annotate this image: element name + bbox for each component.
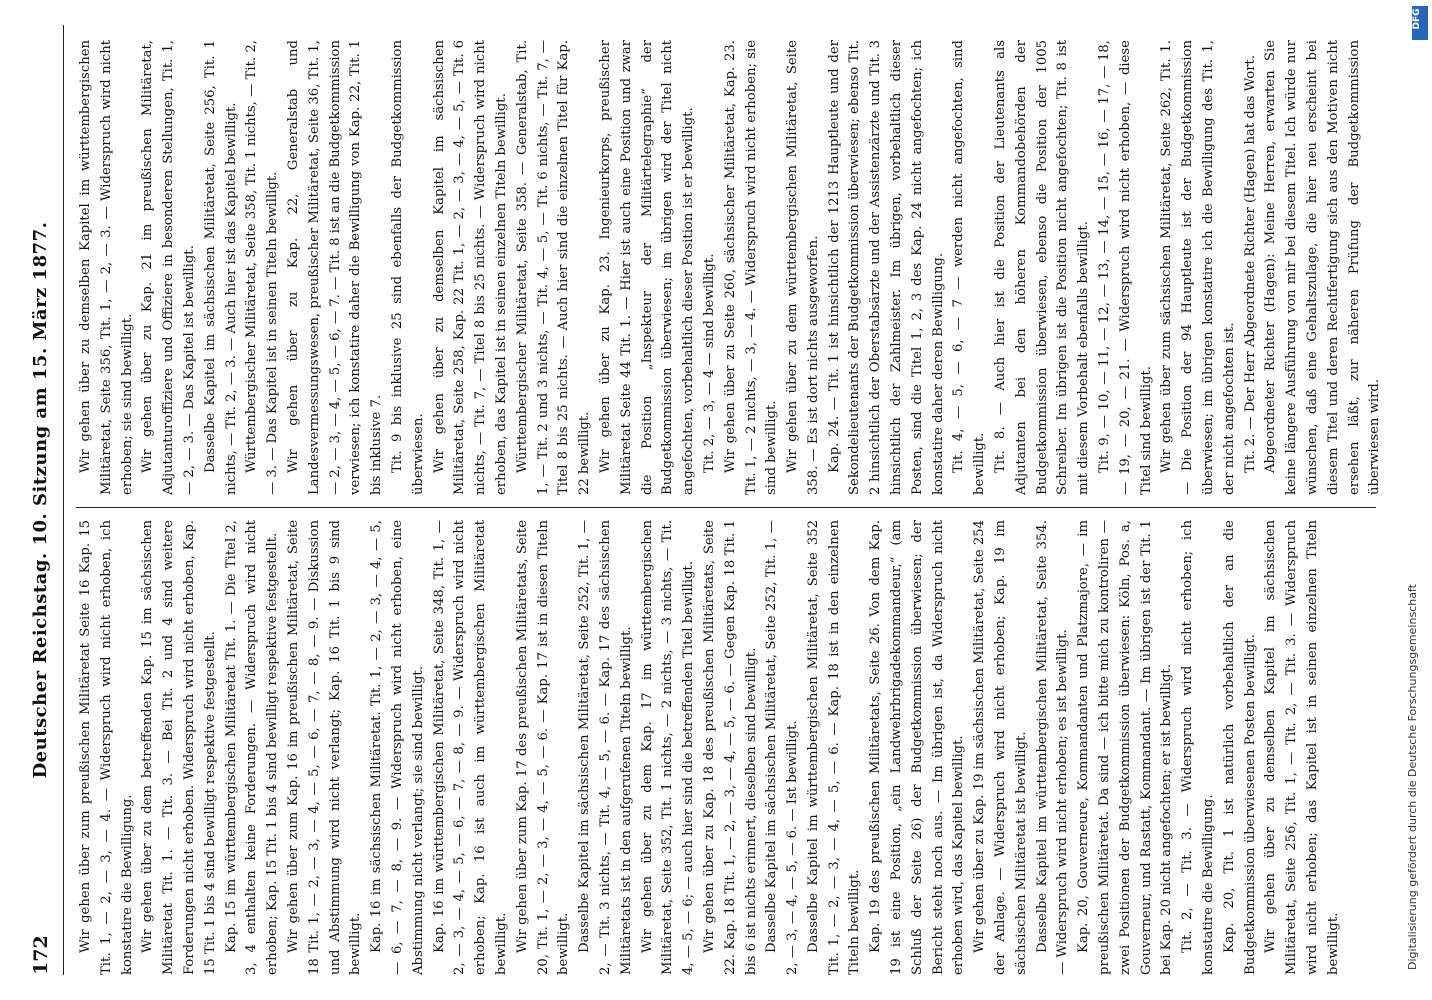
paragraph: Abgeordneter Richter (Hagen): Meine Herren, erwarten Sie keine längere Ausführung von mir bei diesem Titel. Ich würde nur wünschen, daß eine Gehaltszulage, die hier neu erscheint bei diesem Titel und deren Rechtfertigung sich aus den Motiven nicht ersehen läßt, zur näheren Prüfung der Budgetkommission überwiesen wird.	[1263, 40, 1383, 495]
paragraph: Tit. 8. — Auch hier ist die Position der Lieutenants als Adjutanten bei den höheren Kommandobehörden der Budgetkommission überwiesen, ebenso die Position der 1005 Schreiber. Im übrigen ist die Position nicht angefochten; Tit. 8 ist mit diesem Vorbehalt ebenfalls bewilligt.	[993, 40, 1092, 495]
paragraph: Wir gehen über zu Kap. 19 im sächsischen Militäretat, Seite 254 der Anlage. — Widerspruch wird nicht erhoben; Kap. 19 im sächsischen Militäretat ist bewilligt.	[972, 520, 1029, 975]
dfg-attribution-text: Digitalisierung gefördert durch die Deutsche Forschungsgemeinschaft	[1406, 584, 1419, 970]
paragraph: Württembergischer Militäretat, Seite 358. — Generalstab, Tit. 1, — Tit. 2 und 3 nichts, — Tit. 4, — 5, — Tit. 6 nichts, — Tit. 7, — Titel 8 bis 25 nichts. — Auch hier sind die einzelnen Titel für Kap. 22 bewilligt.	[514, 40, 593, 495]
paragraph: Tit. 9 bis inklusive 25 sind ebenfalls der Budgetkommission überwiesen.	[389, 40, 426, 495]
paragraph: Dasselbe Kapitel im württembergischen Militäretat, Seite 354. — Widerspruch wird nicht erhoben; es ist bewilligt.	[1034, 520, 1071, 975]
paragraph: Kap. 15 im württembergischen Militäretat Tit. 1. — Die Titel 2, 3, 4 enthalten keine Forderungen. — Widerspruch wird nicht erhoben; Kap. 15 Tit. 1 bis 4 sind bewilligt respektive festgestellt.	[223, 520, 281, 975]
paragraph: Dasselbe Kapitel im sächsischen Militäretat, Seite 256, Tit. 1 nichts, — Tit. 2, — 3. — Auch hier ist das Kapitel bewilligt.	[202, 40, 239, 495]
paragraph: Wir gehen über zu Kap. 18 des preußischen Militäretats, Seite 22. Kap. 18 Tit. 1, — 2, — 3, — 4, — 5, — 6. — Gegen Kap. 18 Tit. 1 bis 6 ist nichts erinnert, dieselben sind bewilligt.	[701, 520, 759, 975]
paragraph: Wir gehen über zu dem betreffenden Kap. 15 im sächsischen Militäretat Tit. 1. — Tit. 3. — Bei Tit. 2 und 4 sind weitere Forderungen nicht erhoben. Widerspruch wird nicht erhoben, Kap. 15 Tit. 1 bis 4 sind bewilligt respektive festgestellt.	[140, 520, 218, 975]
paragraph: Dasselbe Kapitel im sächsischen Militäretat, Seite 252, Tit. 1, — 2, — 3, — 4, — 5, — 6. — Ist bewilligt.	[764, 520, 801, 975]
running-title: Deutscher Reichstag. 10. Sitzung am 15. März 1877.	[30, 221, 51, 779]
paragraph: Kap. 24. — Tit. 1 ist hinsichtlich der 1213 Hauptleute und der Sekondelieutenants der Budgetkommission überwiesen; ebenso Tit. 2 hinsichtlich der Oberstabsärzte und der Assistenzärzte und Tit. 3 hinsichtlich der Zahlmeister. Im übrigen, vorbehaltlich dieser Posten, sind die Titel 1, 2, 3 des Kap. 24 nicht angefochten; ich konstatire daher deren Bewilligung.	[826, 40, 946, 495]
paragraph: Dasselbe Kapitel im württembergischen Militäretat, Seite 352 Tit. 1, — 2, — 3, — 4, — 5, — 6. — Kap. 18 ist in den einzelnen Titeln bewilligt.	[805, 520, 863, 975]
right-column	[76, 40, 1386, 495]
paragraph: Tit. 9, — 10, — 11, — 12, — 13, — 14, — 15, — 16, — 17, — 18, — 19, — 20, — 21. — Widerspruch wird nicht erhoben, — diese Titel sind bewilligt.	[1097, 40, 1154, 495]
page-header	[30, 25, 70, 975]
paragraph: Dasselbe Kapitel im sächsischen Militäretat, Seite 252, Tit. 1, — 2, — Tit. 3 nichts, — Tit. 4, — 5, — 6. — Kap. 17 des sächsischen Militäretats ist in den aufgerufenen Titeln bewilligt.	[577, 520, 634, 975]
paragraph: Wir gehen über zum Kap. 17 des preußischen Militäretats, Seite 20, Tit. 1, — 2, — 3, — 4, — 5, — 6. — Kap. 17 ist in diesen Titeln bewilligt.	[514, 520, 572, 975]
paragraph: Wir gehen über zu Kap. 22, Generalstab und Landesvermessungswesen, preußischer Militäretat, Seite 36, Tit. 1, — 2, — 3, — 4, — 5, — 6, — 7. — Tit. 8 ist an die Budgetkommission verwiesen; ich konstatire daher die Bewilligung von Kap. 22, Tit. 1 bis inklusive 7.	[285, 40, 385, 495]
header-rule	[63, 25, 64, 975]
paragraph: Kap. 16 im württembergischen Militäretat, Seite 348, Tit. 1, — 2, — 3, — 4, — 5, — 6, — 7, — 8, — 9. — Widerspruch wird nicht erhoben; Kap. 16 ist auch im württembergischen Militäretat bewilligt.	[431, 520, 509, 975]
paragraph: Wir gehen über zum Kap. 16 im preußischen Militäretat, Seite 18 Tit. 1, — 2, — 3, — 4, — 5, — 6, — 7, — 8, — 9. — Diskussion und Abstimmung wird nicht verlangt; Kap. 16 Tit. 1 bis 9 sind bewilligt.	[285, 520, 364, 975]
paragraph: Wir gehen über zum sächsischen Militäretat, Seite 262, Tit. 1. — Die Position der 94 Hauptleute ist der Budgetkommission überwiesen; im übrigen konstatire ich die Bewilligung des Tit. 1, der nicht angefochten ist.	[1159, 40, 1237, 495]
paragraph: Tit. 2, — 3, — 4 — sind bewilligt.	[701, 253, 717, 473]
paragraph: Wir gehen über zum preußischen Militäretat Seite 16 Kap. 15 Tit. 1, — 2, — 3, — 4. — Widerspruch wird nicht erhoben, ich konstatire die Bewilligung.	[78, 520, 135, 975]
paragraph: Wir gehen über zu dem Kap. 17 im württembergischen Militäretat, Seite 352, Tit. 1 nichts, — 2 nichts, — 3 nichts, — Tit. 4, — 5, — 6; — auch hier sind die betreffenden Titel bewilligt.	[639, 520, 697, 975]
paragraph: Württembergischer Militäretat, Seite 358, Tit. 1 nichts, — Tit. 2, — 3. — Das Kapitel ist in seinen Titeln bewilligt.	[244, 40, 281, 495]
page-number: 172	[30, 935, 52, 975]
paragraph: Kap. 19 des preußischen Militäretats, Seite 26. Von dem Kap. 19 ist eine Position, „ein Landwehrbrigadekommandeur,“ (am Schluß der Seite 26) der Budgetkommission überwiesen; der Bericht steht noch aus. — Im übrigen ist, da Widerspruch nicht erhoben wird, das Kapitel bewilligt.	[868, 520, 967, 975]
paragraph: Wir gehen über zu dem württembergischen Militäretat, Seite 358. — Es ist dort nichts ausgeworfen.	[785, 40, 821, 495]
paragraph: Wir gehen über zu demselben Kapitel im sächsischen Militäretat, Seite 258, Kap. 22 Tit. 1, — 2, — 3, — 4, — 5, — Tit. 6 nichts, — Tit. 7, — Titel 8 bis 25 nichts. — Widerspruch wird nicht erhoben, das Kapitel ist in seinen einzelnen Titeln bewilligt.	[431, 40, 509, 495]
paragraph: Kap. 20, Gouverneure, Kommandanten und Platzmajore, — im preußischen Militäretat. Da sind — ich bitte mich zu kontroliren — zwei Positionen der Budgetkommission überwiesen: Köln, Pos. a, Gouverneur, und Rastatt, Kommandant. — Im übrigen ist der Tit. 1 bei Kap. 20 nicht angefochten; er ist bewilligt.	[1076, 520, 1175, 975]
dfg-logo-icon	[1412, 6, 1428, 40]
paragraph: Wir gehen über zu demselben Kapitel im sächsischen Militäretat, Seite 256, Tit. 1, — Tit. 2, — Tit. 3. — Widerspruch wird nicht erhoben; das Kapitel ist in seinen einzelnen Titeln bewilligt.	[1263, 520, 1341, 975]
paragraph: Wir gehen über zu Kap. 23. Ingenieurkorps, preußischer Militäretat Seite 44 Tit. 1. — Hier ist auch eine Position und zwar die Position „Inspekteur der Militärtelegraphie“ der Budgetkommission überwiesen; im übrigen wird der Titel nicht angefochten, vorbehaltlich dieser Position ist er bewilligt.	[597, 40, 697, 495]
paragraph: Wir gehen über zu Kap. 21 im preußischen Militäretat, Adjutanturoffiziere und Offiziere in besonderen Stellungen, Tit. 1, — 2, — 3. — Das Kapitel ist bewilligt.	[140, 40, 197, 495]
paragraph: Kap. 20, Tit. 1 ist natürlich vorbehaltlich der an die Budgetkommission überwiesenen Posten bewilligt.	[1221, 520, 1258, 975]
paragraph: Tit. 2, — Tit. 3. — Widerspruch wird nicht erhoben; ich konstatire die Bewilligung.	[1180, 520, 1217, 975]
paragraph: Wir gehen über zu Seite 260, sächsischer Militäretat, Kap. 23. Tit. 1, — 2 nichts, — 3, — 4. — Widerspruch wird nicht erhoben; sie sind bewilligt.	[722, 40, 780, 495]
paragraph: Tit. 4, — 5, — 6, — 7 — werden nicht angefochten, sind bewilligt.	[951, 40, 988, 495]
dfg-logo-label: DFG	[1412, 8, 1422, 30]
document-page	[0, 25, 1400, 975]
column-divider	[76, 507, 1376, 508]
paragraph: Tit. 2. — Der Herr Abgeordnete Richter (Hagen) hat das Wort.	[1242, 54, 1258, 473]
left-column	[76, 520, 1386, 975]
paragraph: Kap. 16 im sächsischen Militäretat. Tit. 1, — 2, — 3, — 4, — 5, — 6, — 7, — 8, — 9. — Widerspruch wird nicht erhoben, eine Abstimmung nicht verlangt; sie sind bewilligt.	[369, 520, 426, 975]
paragraph: Wir gehen über zu demselben Kapitel im württembergischen Militäretat, Seite 356, Tit. 1, — 2, — 3. — Widerspruch wird nicht erhoben; sie sind bewilligt.	[78, 40, 135, 495]
